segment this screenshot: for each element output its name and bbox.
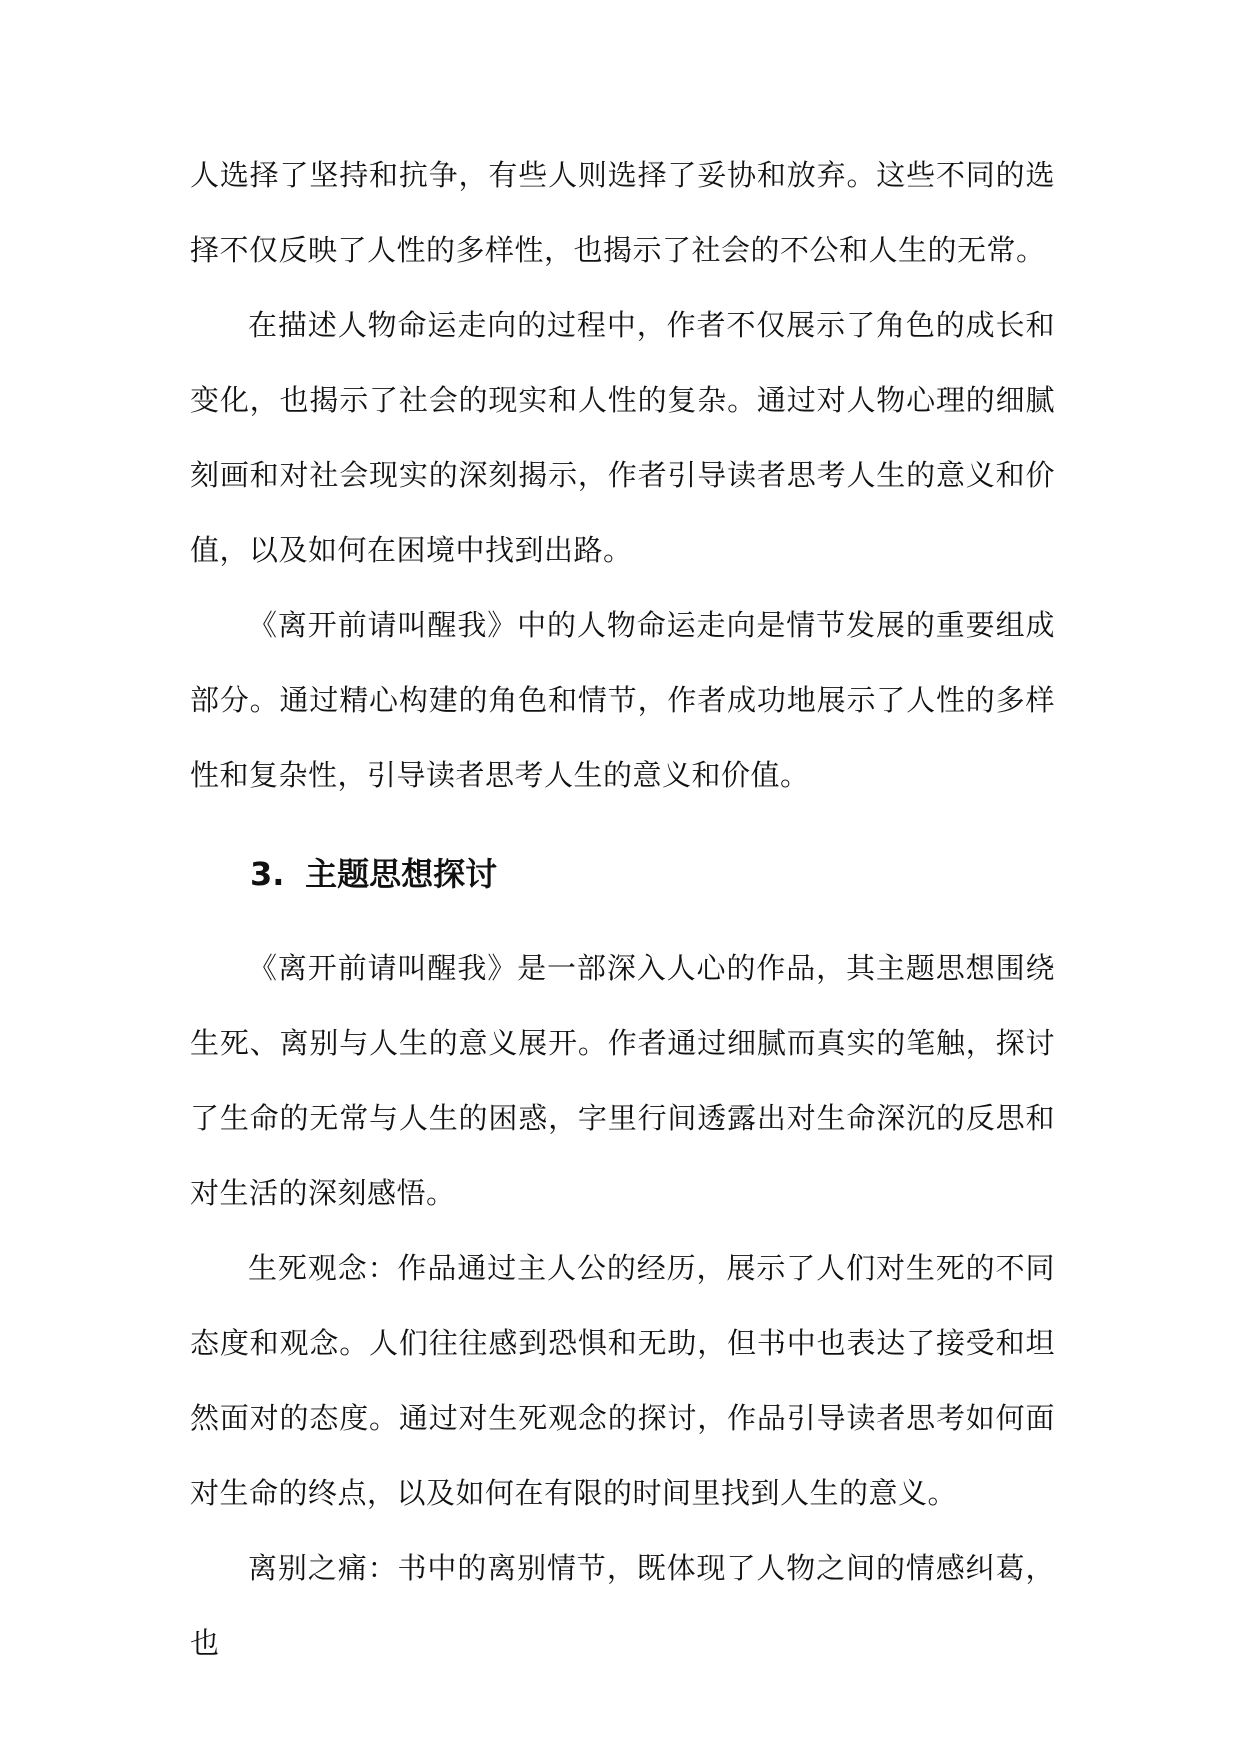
paragraph: 《离开前请叫醒我》是一部深入人心的作品，其主题思想围绕生死、离别与人生的意义展开。作者通过细腻而真实的笔触，探讨了生命的无常与人生的困惑，字里行间透露出对生命深沉的反思和对生活的深刻感悟。 — [190, 951, 1055, 1210]
document-body — [190, 138, 1055, 1681]
paragraph: 在描述人物命运走向的过程中，作者不仅展示了角色的成长和变化，也揭示了社会的现实和人性的复杂。通过对人物心理的细腻刻画和对社会现实的深刻揭示，作者引导读者思考人生的意义和价值，以及如何在困境中找到出路。 — [190, 308, 1055, 567]
paragraph: 生死观念：作品通过主人公的经历，展示了人们对生死的不同态度和观念。人们往往感到恐惧和无助，但书中也表达了接受和坦然面对的态度。通过对生死观念的探讨，作品引导读者思考如何面对生命的终点，以及如何在有限的时间里找到人生的意义。 — [190, 1251, 1055, 1510]
section-title: 主题思想探讨 — [305, 855, 498, 893]
paragraph: 离别之痛：书中的离别情节，既体现了人物之间的情感纠葛，也 — [190, 1551, 1055, 1660]
paragraph: 《离开前请叫醒我》中的人物命运走向是情节发展的重要组成部分。通过精心构建的角色和情节，作者成功地展示了人性的多样性和复杂性，引导读者思考人生的意义和价值。 — [190, 608, 1055, 792]
section-number: 3. — [250, 855, 285, 893]
section-heading — [190, 839, 1055, 909]
paragraph-continued: 人选择了坚持和抗争，有些人则选择了妥协和放弃。这些不同的选择不仅反映了人性的多样性，也揭示了社会的不公和人生的无常。 — [190, 158, 1055, 267]
